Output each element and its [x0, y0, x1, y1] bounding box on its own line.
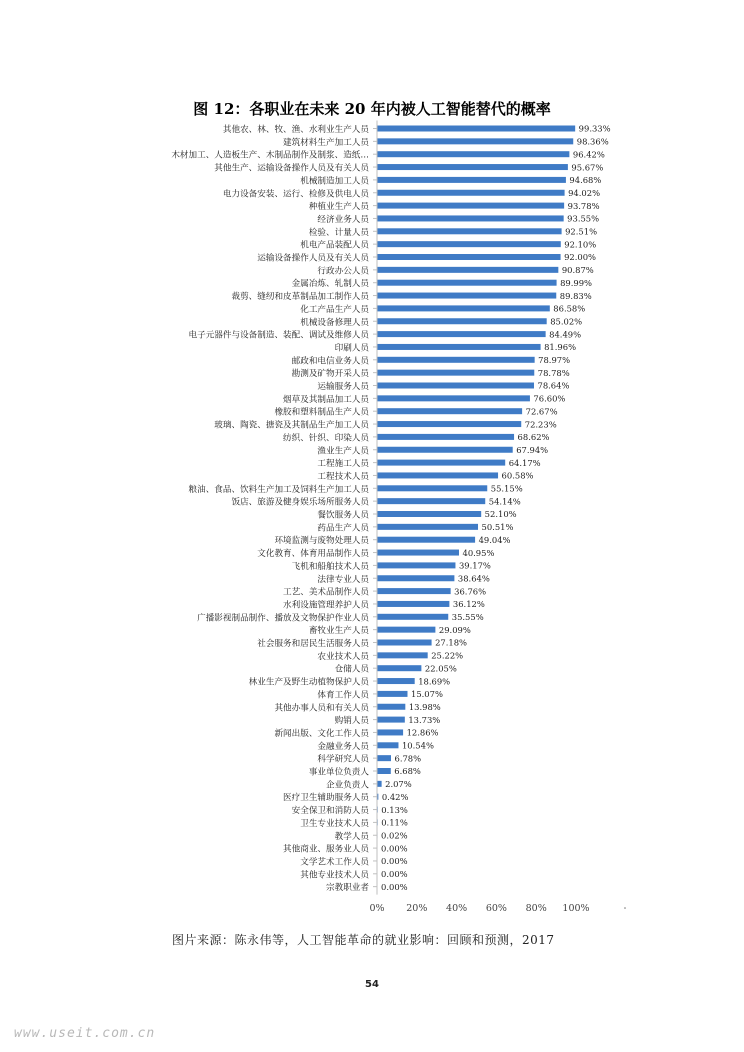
category-label: 种植业生产人员 — [308, 202, 369, 213]
category-label: 科学研究人员 — [317, 754, 369, 765]
data-label: 78.64% — [537, 380, 570, 391]
category-label: 畜牧业生产人员 — [308, 626, 369, 637]
category-label: 渔业生产人员 — [317, 446, 369, 457]
page-number: 54 — [365, 979, 379, 990]
category-label: 其他办事人员和有关人员 — [274, 703, 369, 714]
data-label: 6.68% — [394, 766, 421, 777]
data-label: 18.69% — [418, 676, 451, 687]
category-label: 环境监测与废物处理人员 — [274, 536, 369, 547]
data-label: 52.10% — [484, 509, 517, 520]
data-label: 92.00% — [564, 252, 597, 263]
data-label: 36.76% — [454, 586, 487, 597]
bar — [378, 768, 391, 774]
data-label: 92.10% — [564, 239, 597, 250]
data-label: 95.67% — [571, 162, 604, 173]
data-label: 78.97% — [538, 355, 571, 365]
category-label: 文化教育、体育用品制作人员 — [257, 549, 369, 560]
bar — [378, 511, 482, 517]
data-label: 92.51% — [565, 226, 598, 237]
data-label: 78.78% — [537, 367, 570, 378]
bar — [378, 305, 550, 311]
bar — [378, 640, 432, 646]
bar — [378, 562, 456, 568]
category-label: 水利设施管理养护人员 — [283, 600, 369, 611]
data-label: 40.95% — [462, 547, 495, 558]
data-label: 25.22% — [431, 650, 464, 661]
data-label: 36.12% — [452, 599, 485, 610]
data-label: 49.04% — [478, 534, 511, 545]
bar — [378, 151, 570, 157]
category-label: 勘测及矿物开采人员 — [291, 369, 369, 380]
bar — [378, 293, 557, 299]
category-label: 经济业务人员 — [317, 214, 369, 225]
data-label: 38.64% — [457, 573, 490, 584]
data-label: 22.05% — [424, 663, 457, 674]
data-label: 13.98% — [408, 701, 441, 712]
bar — [378, 280, 557, 286]
data-label: 60.58% — [501, 470, 534, 481]
bar — [378, 241, 561, 247]
category-label: 工艺、美术品制作人员 — [283, 587, 369, 598]
bar — [378, 254, 561, 260]
data-label: 84.49% — [549, 329, 582, 340]
data-label: 93.55% — [567, 213, 600, 224]
bar — [378, 344, 541, 350]
bar — [378, 755, 391, 761]
bar — [378, 665, 422, 671]
data-label: 96.42% — [572, 149, 605, 160]
category-label: 林业生产及野生动植物保护人员 — [248, 677, 369, 688]
data-label: 55.15% — [490, 483, 523, 494]
category-label: 工程施工人员 — [317, 459, 369, 470]
data-label: 12.86% — [406, 727, 439, 738]
data-label: 67.94% — [516, 444, 549, 455]
data-label: 98.36% — [576, 136, 609, 147]
bar — [378, 447, 513, 453]
bar — [378, 164, 568, 170]
category-label: 药品生产人员 — [317, 523, 369, 534]
category-label: 印刷人员 — [334, 343, 369, 354]
data-label: 90.87% — [561, 265, 594, 276]
category-label: 广播影视制品制作、播放及文物保护作业人员 — [197, 613, 369, 624]
bar — [378, 434, 515, 440]
data-label: 99.33% — [578, 123, 611, 134]
category-label: 化工产品生产人员 — [300, 304, 369, 315]
x-tick-label: 0% — [369, 903, 385, 914]
bar — [378, 601, 450, 607]
category-label: 金属冶炼、轧制人员 — [291, 279, 369, 290]
category-label: 企业负责人 — [326, 780, 369, 791]
category-label: 新闻出版、文化工作人员 — [274, 728, 369, 739]
category-label: 卫生专业技术人员 — [300, 818, 369, 829]
category-label: 其他专业技术人员 — [300, 870, 369, 881]
bar — [378, 485, 488, 491]
category-label: 农业技术人员 — [317, 651, 369, 662]
category-label: 电力设备安装、运行、检修及供电人员 — [222, 189, 369, 200]
data-label: 0.00% — [381, 881, 408, 892]
data-label: 0.00% — [381, 856, 408, 867]
bar — [378, 126, 576, 132]
x-tick-label: 80% — [525, 903, 547, 914]
bar — [378, 524, 479, 530]
bar — [378, 190, 565, 196]
data-label: 72.23% — [524, 419, 557, 430]
category-label: 教学人员 — [334, 831, 369, 842]
bar — [378, 588, 451, 594]
category-label: 裁剪、缝纫和皮革制品加工制作人员 — [231, 292, 369, 303]
data-label: 89.83% — [559, 290, 592, 301]
bar — [378, 267, 559, 273]
category-label: 运输设备操作人员及有关人员 — [257, 253, 369, 264]
x-tick-label: 100% — [562, 903, 590, 914]
category-label: 机械制造加工人员 — [300, 176, 369, 187]
chart-title: 图 12：各职业在未来 20 年内被人工智能替代的概率 — [193, 100, 551, 118]
data-label: 89.99% — [560, 277, 593, 288]
bar — [378, 691, 408, 697]
category-label: 邮政和电信业务人员 — [291, 356, 369, 367]
data-label: 81.96% — [544, 342, 577, 353]
category-label: 事业单位负责人 — [308, 767, 369, 778]
data-label: 0.02% — [381, 830, 408, 841]
bar — [378, 215, 564, 221]
bar — [378, 627, 436, 633]
category-label: 橡胶和塑料制品生产人员 — [274, 407, 369, 418]
data-label: 0.42% — [381, 791, 409, 802]
bar — [378, 408, 523, 414]
category-label: 烟草及其制品加工人员 — [283, 394, 369, 405]
data-label: 86.58% — [553, 303, 586, 314]
data-label: 0.00% — [381, 869, 408, 879]
data-label: 68.62% — [517, 432, 550, 443]
data-label: 72.67% — [525, 406, 558, 417]
figure-caption: 图片来源：陈永伟等，人工智能革命的就业影响：回顾和预测，2017 — [172, 933, 555, 947]
category-label: 运输服务人员 — [317, 382, 369, 392]
category-label: 法律专业人员 — [317, 574, 369, 585]
bar — [378, 395, 530, 401]
data-label: 15.07% — [410, 689, 443, 700]
data-label: 6.78% — [394, 753, 422, 764]
data-label: 35.55% — [451, 612, 484, 622]
category-label: 文学艺术工作人员 — [300, 857, 369, 868]
bar — [378, 177, 566, 183]
bar — [378, 575, 455, 581]
category-label: 体育工作人员 — [317, 690, 369, 701]
category-label: 建筑材料生产加工人员 — [283, 137, 369, 148]
category-label: 粮油、食品、饮料生产加工及饲料生产加工人员 — [188, 484, 369, 495]
category-label: 机械设备修理人员 — [300, 317, 369, 328]
data-label: 94.68% — [569, 175, 602, 186]
data-label: 10.54% — [401, 740, 434, 751]
category-label: 纺织、针织、印染人员 — [283, 433, 369, 444]
x-tick-label: 20% — [406, 903, 428, 914]
data-label: 2.07% — [385, 779, 412, 790]
category-label: 餐饮服务人员 — [317, 510, 369, 521]
category-label: 工程技术人员 — [317, 471, 369, 482]
bar — [378, 678, 415, 684]
category-label: 木材加工、人造板生产、木制品制作及制浆、造纸… — [171, 150, 369, 161]
data-label: 29.09% — [438, 624, 471, 635]
category-label: 安全保卫和消防人员 — [291, 806, 369, 817]
category-label: 玻璃、陶瓷、搪瓷及其制品生产加工人员 — [214, 420, 369, 431]
category-label: 其他商业、服务业人员 — [283, 844, 369, 855]
bar — [378, 383, 534, 389]
data-label: 0.00% — [381, 843, 408, 854]
bar — [378, 460, 506, 466]
category-label: 仓储人员 — [334, 664, 369, 675]
bar — [378, 717, 405, 723]
bar — [378, 794, 379, 800]
data-label: 93.78% — [567, 200, 600, 211]
bar — [378, 704, 406, 710]
category-label: 机电产品装配人员 — [300, 240, 369, 251]
bar — [378, 472, 499, 478]
watermark-text: www.useit.com.cn — [14, 1026, 156, 1041]
category-label: 其他农、林、牧、渔、水利业生产人员 — [222, 125, 369, 135]
category-label: 社会服务和居民生活服务人员 — [257, 639, 369, 649]
data-label: 76.60% — [533, 393, 566, 404]
data-label: 54.14% — [488, 496, 521, 507]
category-label: 其他生产、运输设备操作人员及有关人员 — [214, 163, 369, 174]
category-label: 购销人员 — [334, 716, 369, 727]
bar — [378, 203, 565, 209]
category-label: 检验、计量人员 — [308, 227, 369, 238]
bar — [378, 537, 476, 543]
data-label: 50.51% — [481, 522, 514, 533]
bar — [378, 742, 399, 748]
category-label: 饭店、旅游及健身娱乐场所服务人员 — [231, 497, 369, 508]
axis-end-mark — [624, 907, 626, 909]
bar — [378, 729, 404, 735]
bar — [378, 781, 382, 787]
bar — [378, 357, 535, 363]
category-label: 飞机和船舶技术人员 — [291, 561, 369, 572]
x-tick-label: 40% — [446, 903, 468, 914]
bar — [378, 498, 486, 504]
data-label: 94.02% — [568, 187, 601, 198]
data-label: 0.13% — [381, 804, 408, 815]
data-label: 64.17% — [508, 457, 541, 468]
bar — [378, 370, 535, 376]
data-label: 85.02% — [550, 316, 583, 327]
bar — [378, 228, 562, 234]
bar — [378, 550, 459, 556]
data-label: 0.11% — [381, 817, 408, 828]
data-label: 39.17% — [458, 560, 491, 571]
category-label: 宗教职业者 — [326, 883, 369, 894]
x-tick-label: 60% — [485, 903, 507, 914]
data-label: 27.18% — [435, 637, 468, 648]
data-label: 13.73% — [408, 714, 441, 725]
category-label: 行政办公人员 — [317, 266, 369, 277]
category-label: 医疗卫生辅助服务人员 — [283, 793, 369, 804]
bar — [378, 318, 547, 324]
category-label: 电子元器件与设备制造、装配、调试及维修人员 — [188, 330, 369, 341]
category-label: 金融业务人员 — [317, 741, 369, 752]
bar — [378, 421, 522, 427]
bar — [378, 331, 546, 337]
bar — [378, 614, 449, 620]
bar — [378, 138, 574, 144]
bar — [378, 652, 428, 658]
